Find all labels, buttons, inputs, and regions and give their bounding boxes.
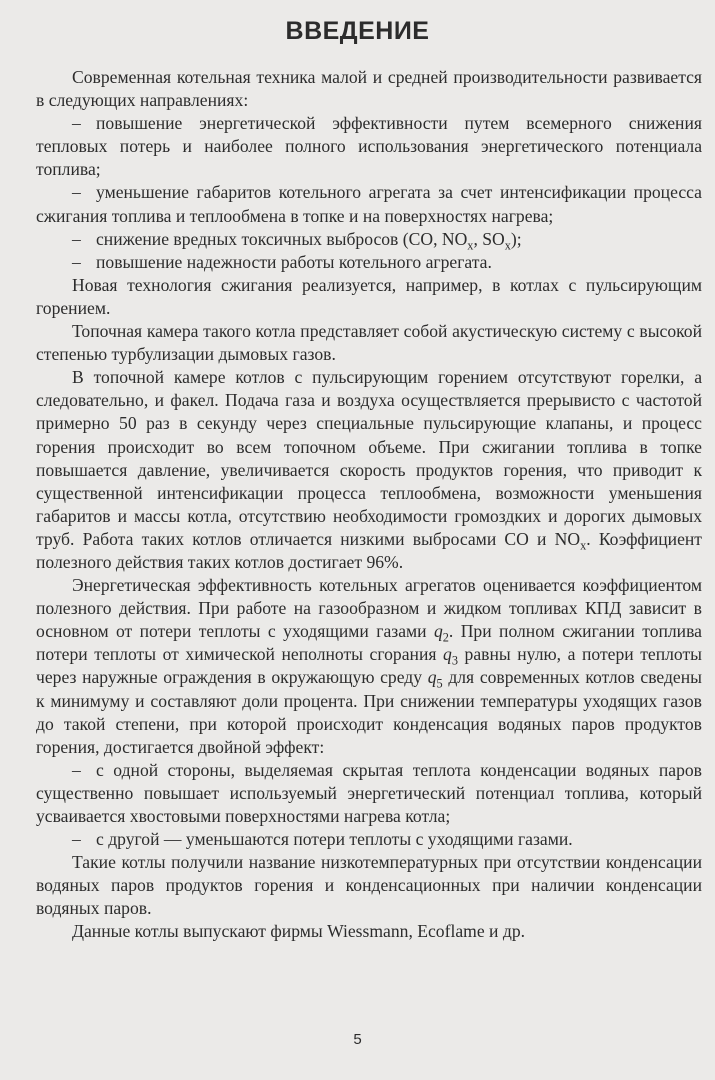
dash-marker: –: [72, 759, 81, 780]
list-item-emissions: [36, 228, 702, 251]
variable-q: q: [427, 667, 437, 688]
variable-q: q: [443, 644, 452, 665]
paragraph-condensing-boilers: Такие котлы получили название низкотемпературных при отсутствии конденсации водяных паров продуктов горения и конденсационных при наличии конденсации водяных паров.: [36, 852, 702, 919]
list-item-reliability: [36, 251, 702, 274]
list-item-latent-heat: [36, 759, 702, 828]
dash-marker: –: [72, 228, 81, 249]
paragraph-pulse-combustion: [36, 366, 702, 574]
paragraph-combustion-chamber: Топочная камера такого котла представляет собой акустическую систему с высокой степенью турбулизации дымовых газов.: [36, 321, 702, 365]
list-item-text: снижение вредных токсичных выбросов (CO, NO: [96, 228, 468, 249]
subscript: x: [467, 238, 474, 253]
list-item-text: повышение энергетической эффективности путем всемерного снижения тепловых потерь и наиболее полного использования энергетического потенциала топлива;: [36, 113, 702, 180]
subscript: 3: [451, 653, 458, 668]
list-item-energy-efficiency: [36, 112, 702, 181]
paragraph-text: равны нулю, а потери теплоты через наружные ограждения в окружающую среду: [36, 644, 702, 688]
paragraph-text: . Коэффициент полезного действия таких котлов достигает 96%.: [36, 528, 702, 572]
subscript: 2: [442, 630, 449, 645]
paragraph-manufacturers: Данные котлы выпускают фирмы Wiessmann, Ecoflame и др.: [72, 921, 526, 942]
paragraph-text: для современных котлов сведены к минимуму и составляют доли процента. При снижении температуры уходящих газов до такой степени, при которой происходит конденсация водяных паров продуктов горения, достигается двойной эффект:: [36, 667, 702, 757]
paragraph-text: . При полном сжигании топлива потери теплоты от химической неполноты сгорания: [36, 621, 702, 665]
subscript: x: [504, 238, 511, 253]
paragraph-text: В топочной камере котлов с пульсирующим горением отсутствуют горелки, а следовательно, и факел. Подача газа и воздуха осуществляется прерывисто с частотой примерно 50 раз в секунду через специальные пульсирующие клапаны, и процесс горения происходит во всем топочном объеме. При сжигании топлива в топке повышается давление, увеличивается скорость продуктов горения, что приводит к существенной интенсификации процесса теплообмена, возможности уменьшения габаритов и массы котла, отсутствию необходимости громоздких и дорогих дымовых труб. Работа таких котлов отличается низкими выбросами CO и NO: [36, 367, 702, 549]
paragraph-energy-efficiency: [36, 574, 702, 759]
document-body: [36, 66, 702, 944]
paragraph-intro: Современная котельная техника малой и средней производительности развивается в следующих направлениях:: [36, 67, 702, 111]
paragraph-new-technology: Новая технология сжигания реализуется, например, в котлах с пульсирующим горением.: [36, 274, 702, 318]
subscript: x: [580, 538, 587, 553]
subscript: 5: [436, 676, 443, 691]
list-item-text: уменьшение габаритов котельного агрегата за счет интенсификации процесса сжигания топлива и теплообмена в топке и на поверхностях нагрева;: [36, 182, 702, 226]
dash-marker: –: [72, 182, 81, 203]
list-item-text: , SO: [473, 228, 505, 249]
list-item-text: повышение надежности работы котельного агрегата.: [96, 251, 492, 272]
page-title: ВВЕДЕНИЕ: [285, 17, 430, 45]
list-item-text: с одной стороны, выделяемая скрытая теплота конденсации водяных паров существенно повышает используемый энергетический потенциал топлива, который усваивается хвостовыми поверхностями нагрева котла;: [36, 759, 702, 826]
list-item-text: с другой — уменьшаются потери теплоты с уходящими газами.: [96, 829, 573, 850]
list-item-heat-loss: [36, 828, 702, 851]
dash-marker: –: [72, 251, 81, 272]
list-item-dimensions: [36, 181, 702, 227]
variable-q: q: [433, 621, 443, 642]
list-item-text: );: [510, 228, 522, 249]
dash-marker: –: [72, 113, 81, 134]
page-number: 5: [353, 1031, 362, 1048]
paragraph-text: Энергетическая эффективность котельных агрегатов оценивается коэффициентом полезного действия. При работе на газообразном и жидком топливах КПД зависит в основном от потери теплоты с уходящими газами: [36, 575, 702, 642]
dash-marker: –: [72, 829, 81, 850]
